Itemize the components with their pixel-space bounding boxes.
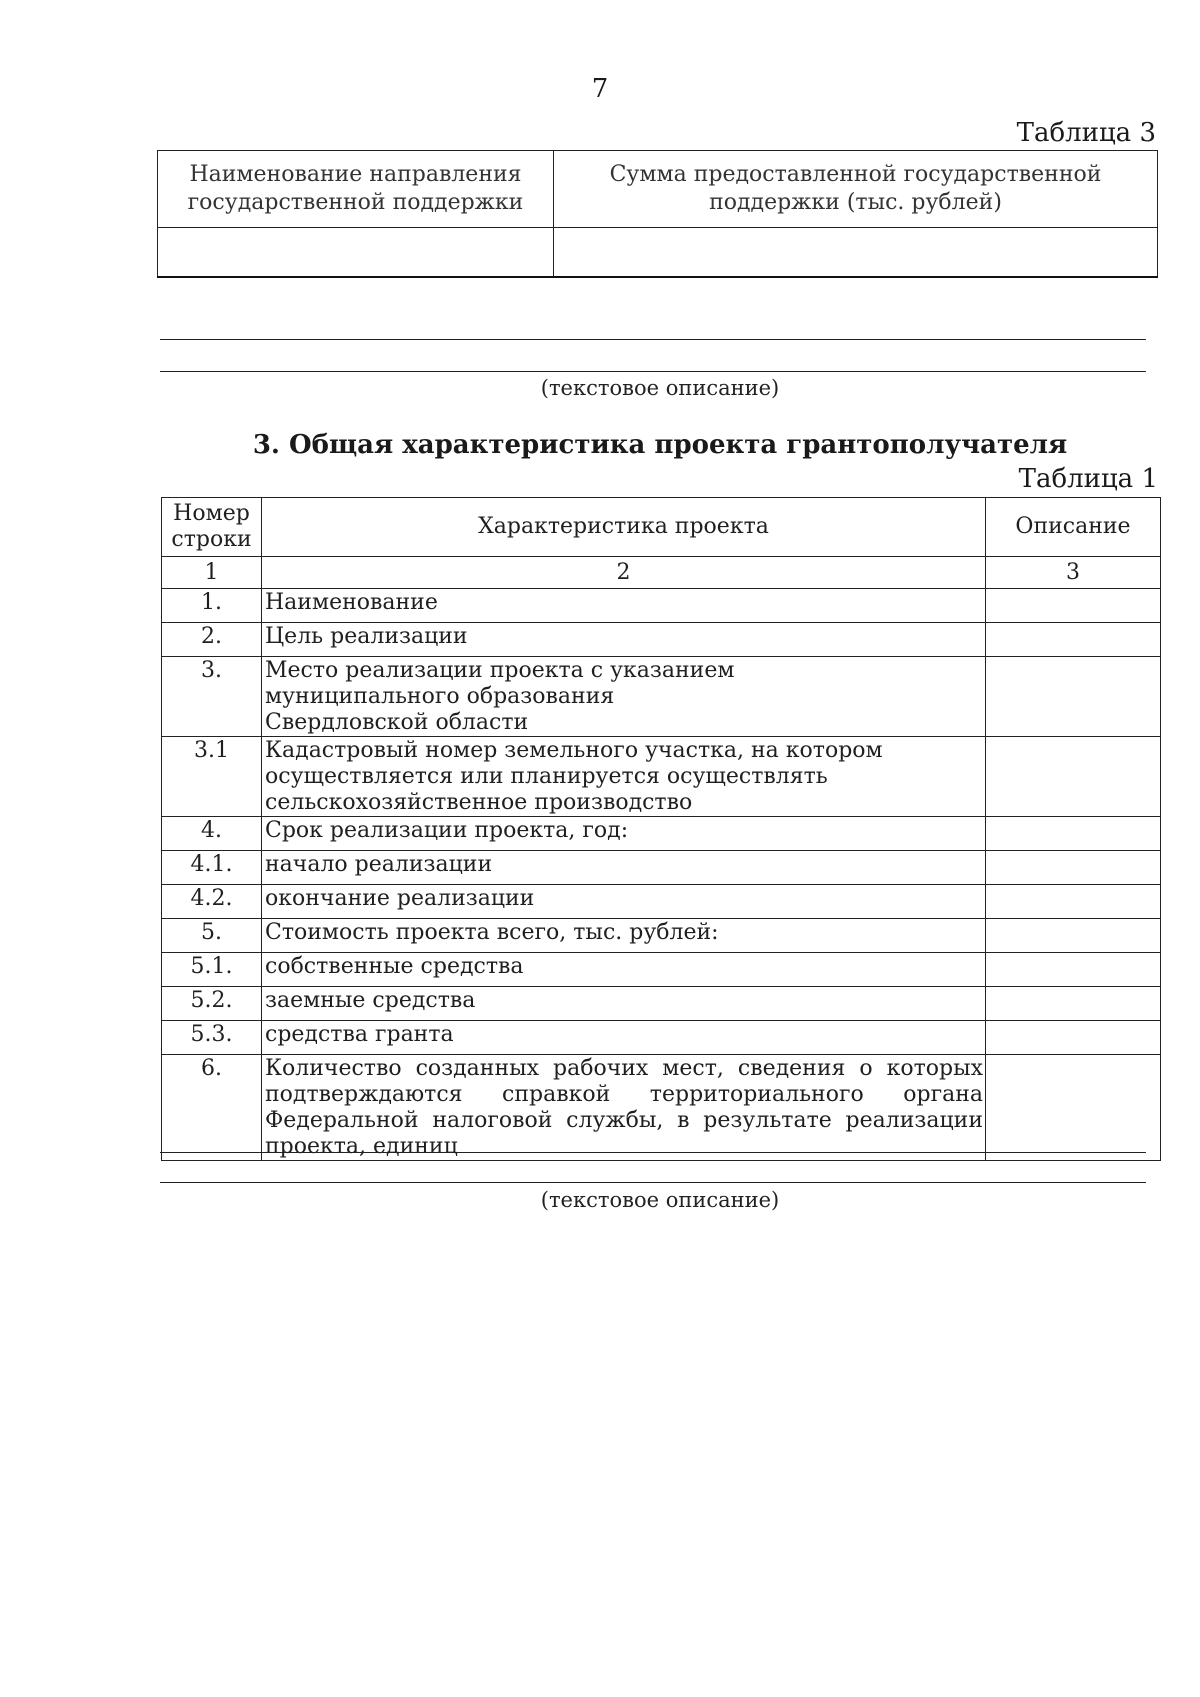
table-3-caption: Таблица 3 — [1016, 118, 1156, 148]
row-description — [986, 1021, 1161, 1055]
table-1-header-characteristic: Характеристика проекта — [262, 498, 986, 557]
table-row — [162, 817, 1161, 851]
row-number: 6. — [162, 1055, 262, 1161]
table-row — [162, 737, 1161, 817]
row-description — [986, 817, 1161, 851]
table-1-header-row-number: Номер строки — [162, 498, 262, 557]
row-number: 4. — [162, 817, 262, 851]
row-description — [986, 987, 1161, 1021]
row-description — [986, 623, 1161, 657]
row-number: 5. — [162, 919, 262, 953]
table-1-header-description: Описание — [986, 498, 1161, 557]
row-characteristic: Цель реализации — [262, 623, 986, 657]
text-description-line-3 — [160, 1152, 1146, 1153]
text-description-line-4 — [160, 1182, 1146, 1183]
row-number: 3. — [162, 657, 262, 737]
text-description-caption-1: (текстовое описание) — [540, 376, 780, 400]
row-description — [986, 919, 1161, 953]
table-row — [162, 1055, 1161, 1161]
row-description — [986, 953, 1161, 987]
row-characteristic: Срок реализации проекта, год: — [262, 817, 986, 851]
table-3-header-amount: Сумма предоставленной государственной поддержки (тыс. рублей) — [554, 151, 1158, 228]
table-3 — [157, 150, 1158, 278]
section-3-heading: 3. Общая характеристика проекта грантополучателя — [252, 430, 1068, 460]
table-row — [162, 987, 1161, 1021]
row-description — [986, 1055, 1161, 1161]
table-1-column-number: 3 — [986, 557, 1161, 589]
row-number: 5.3. — [162, 1021, 262, 1055]
row-characteristic: Количество созданных рабочих мест, сведения о которых подтверждаются справкой территориального органа Федеральной налоговой службы, в результате реализации проекта, единиц — [262, 1055, 986, 1161]
table-3-cell-direction — [158, 228, 554, 278]
row-number: 3.1 — [162, 737, 262, 817]
table-row — [162, 851, 1161, 885]
row-description — [986, 657, 1161, 737]
table-1-column-number: 1 — [162, 557, 262, 589]
row-description — [986, 885, 1161, 919]
row-characteristic: Стоимость проекта всего, тыс. рублей: — [262, 919, 986, 953]
table-1 — [161, 497, 1161, 1161]
row-characteristic: окончание реализации — [262, 885, 986, 919]
row-characteristic: Место реализации проекта с указанием муниципального образования Свердловской области — [262, 657, 986, 737]
row-characteristic: Наименование — [262, 589, 986, 623]
table-1-caption: Таблица 1 — [1018, 464, 1158, 494]
table-row — [162, 623, 1161, 657]
table-row — [162, 885, 1161, 919]
row-characteristic: средства гранта — [262, 1021, 986, 1055]
text-description-line-1 — [160, 339, 1146, 340]
row-description — [986, 737, 1161, 817]
row-description — [986, 589, 1161, 623]
row-number: 5.2. — [162, 987, 262, 1021]
text-description-line-2 — [160, 371, 1146, 372]
row-characteristic: заемные средства — [262, 987, 986, 1021]
table-row — [162, 953, 1161, 987]
row-characteristic: начало реализации — [262, 851, 986, 885]
row-number: 5.1. — [162, 953, 262, 987]
text-description-caption-2: (текстовое описание) — [540, 1188, 780, 1212]
table-3-header-direction: Наименование направления государственной поддержки — [158, 151, 554, 228]
row-number: 2. — [162, 623, 262, 657]
table-row — [162, 589, 1161, 623]
row-description — [986, 851, 1161, 885]
row-number: 4.2. — [162, 885, 262, 919]
table-3-cell-amount — [554, 228, 1158, 278]
row-number: 1. — [162, 589, 262, 623]
row-number: 4.1. — [162, 851, 262, 885]
table-row — [162, 657, 1161, 737]
row-characteristic: Кадастровый номер земельного участка, на котором осуществляется или планируется осуществлять сельскохозяйственное производство — [262, 737, 986, 817]
table-row — [162, 919, 1161, 953]
row-characteristic: собственные средства — [262, 953, 986, 987]
page-number: 7 — [591, 74, 609, 104]
table-1-column-number: 2 — [262, 557, 986, 589]
table-row — [162, 1021, 1161, 1055]
